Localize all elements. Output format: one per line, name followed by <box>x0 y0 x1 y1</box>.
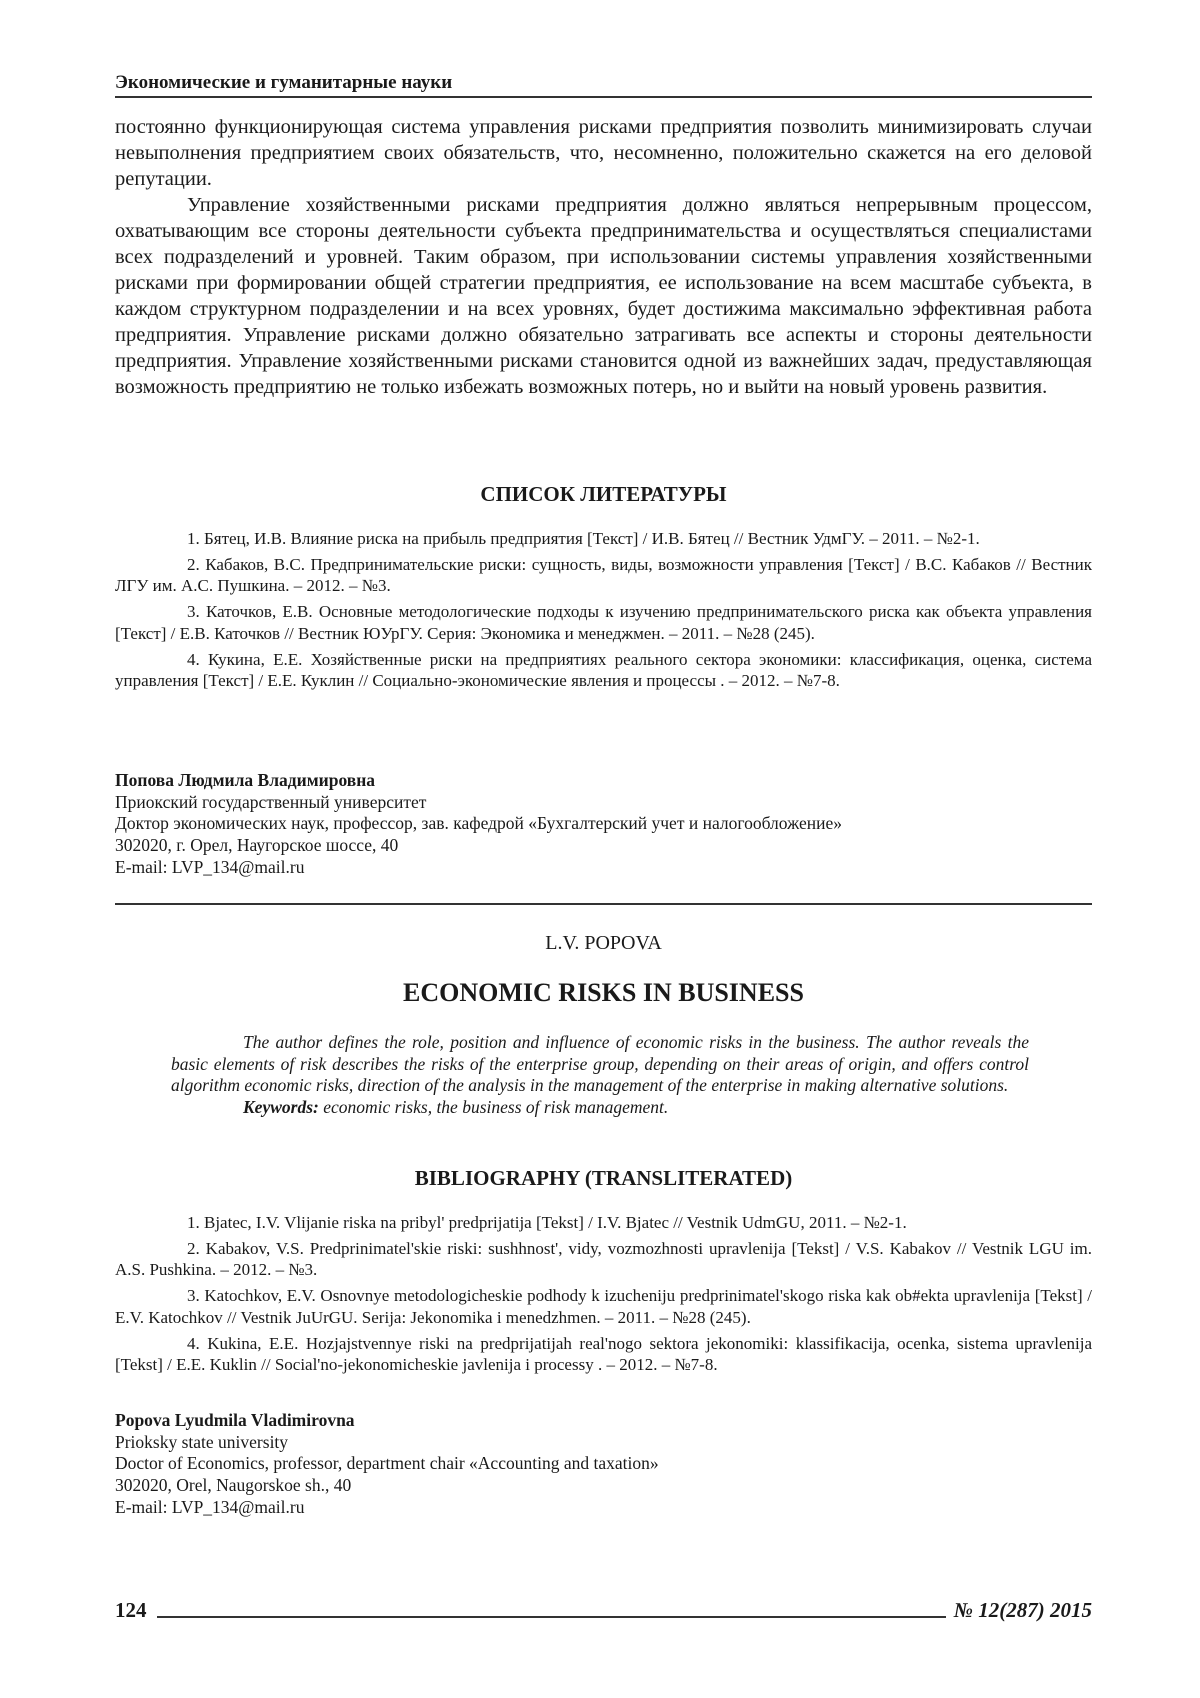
english-author: L.V. POPOVA <box>115 932 1092 955</box>
author-line: Приокский государственный университет <box>115 792 1092 814</box>
abstract-text: The author defines the role, position and influence of economic risks in the business. The author reveals the basic elements of risk describes the risks of the enterprise group, depending on their areas of origin, and offers control algorithm economic risks, direction of the analysis in the management of the enterprise in making alternative solutions. <box>171 1032 1029 1097</box>
page-footer <box>115 1598 1092 1623</box>
references-ru-list <box>115 528 1092 692</box>
reference-item: 4. Kukina, E.E. Hozjajstvennye riski na predprijatijah real'nogo sektora jekonomiki: klassifikacija, ocenka, sistema upravlenija [Tekst] / E.E. Kuklin // Social'no-jekonomicheskie javlenija i processy . – 2012. – №7-8. <box>115 1333 1092 1376</box>
author-line: 302020, г. Орел, Наугорское шоссе, 40 <box>115 835 1092 857</box>
author-line: Доктор экономических наук, профессор, зав. кафедрой «Бухгалтерский учет и налогообложение» <box>115 813 1092 835</box>
author-line: 302020, Orel, Naugorskoe sh., 40 <box>115 1475 1092 1497</box>
author-info-ru <box>115 770 1092 879</box>
reference-item: 3. Каточков, Е.В. Основные методологические подходы к изучению предпринимательского риска как объекта управления [Текст] / Е.В. Каточков // Вестник ЮУрГУ. Серия: Экономика и менеджмен. – 2011. – №28 (245). <box>115 601 1092 644</box>
keywords-text: economic risks, the business of risk management. <box>319 1097 668 1117</box>
references-en-list <box>115 1212 1092 1376</box>
reference-item: 2. Кабаков, В.С. Предпринимательские риски: сущность, виды, возможности управления [Текст] / В.С. Кабаков // Вестник ЛГУ им. А.С. Пушкина. – 2012. – №3. <box>115 554 1092 597</box>
reference-item: 2. Kabakov, V.S. Predprinimatel'skie riski: sushhnost', vidy, vozmozhnosti upravlenija [Tekst] / V.S. Kabakov // Vestnik LGU im. A.S. Pushkina. – 2012. – №3. <box>115 1238 1092 1281</box>
english-title: ECONOMIC RISKS IN BUSINESS <box>115 978 1092 1008</box>
abstract <box>171 1032 1029 1119</box>
author-line: Prioksky state university <box>115 1432 1092 1454</box>
author-name: Popova Lyudmila Vladimirovna <box>115 1410 1092 1432</box>
paragraph: Управление хозяйственными рисками предприятия должно являться непрерывным процессом, охватывающим все стороны деятельности субъекта предпринимательства и осуществляться специалистами всех подразделений и уровней. Таким образом, при использовании системы управления хозяйственными рисками при формировании общей стратегии предприятия, ее использование на всем масштабе субъекта, в каждом структурном подразделении и на всех уровнях, будет достижима максимально эффективная работа предприятия. Управление рисками должно обязательно затрагивать все аспекты и стороны деятельности предприятия. Управление хозяйственными рисками становится одной из важнейших задач, предуставляющая возможность предприятию не только избежать возможных потерь, но и выйти на новый уровень развития. <box>115 192 1092 400</box>
references-ru-title: СПИСОК ЛИТЕРАТУРЫ <box>115 482 1092 507</box>
issue-number: № 12(287) 2015 <box>954 1598 1092 1623</box>
reference-item: 1. Bjatec, I.V. Vlijanie riska na pribyl' predprijatija [Tekst] / I.V. Bjatec // Vestnik UdmGU, 2011. – №2-1. <box>115 1212 1092 1234</box>
author-email: E-mail: LVP_134@mail.ru <box>115 1497 1092 1519</box>
footer-rule <box>157 1616 946 1618</box>
author-info-en <box>115 1410 1092 1519</box>
reference-item: 3. Katochkov, E.V. Osnovnye metodologicheskie podhody k izucheniju predprinimatel'skogo riska kak ob#ekta upravlenija [Tekst] / E.V. Katochkov // Vestnik JuUrGU. Serija: Jekonomika i menedzhmen. – 2011. – №28 (245). <box>115 1285 1092 1328</box>
author-email: E-mail: LVP_134@mail.ru <box>115 857 1092 879</box>
body-text <box>115 114 1092 400</box>
references-ru-section <box>115 482 1092 696</box>
references-en-title: BIBLIOGRAPHY (TRANSLITERATED) <box>115 1166 1092 1191</box>
keywords <box>171 1097 1029 1119</box>
paragraph: постоянно функционирующая система управления рисками предприятия позволить минимизировать случаи невыполнения предприятием своих обязательств, что, несомненно, положительно скажется на его деловой репутации. <box>115 114 1092 192</box>
author-name: Попова Людмила Владимировна <box>115 770 1092 792</box>
section-divider <box>115 903 1092 905</box>
references-en-section <box>115 1166 1092 1380</box>
reference-item: 4. Кукина, Е.Е. Хозяйственные риски на предприятиях реального сектора экономики: классификация, оценка, система управления [Текст] / Е.Е. Куклин // Социально-экономические явления и процессы . – 2012. – №7-8. <box>115 649 1092 692</box>
page-number: 124 <box>115 1598 147 1623</box>
author-line: Doctor of Economics, professor, department chair «Accounting and taxation» <box>115 1453 1092 1475</box>
running-header: Экономические и гуманитарные науки <box>115 72 1092 98</box>
keywords-label: Keywords: <box>243 1097 319 1117</box>
reference-item: 1. Бятец, И.В. Влияние риска на прибыль предприятия [Текст] / И.В. Бятец // Вестник УдмГУ. – 2011. – №2-1. <box>115 528 1092 550</box>
